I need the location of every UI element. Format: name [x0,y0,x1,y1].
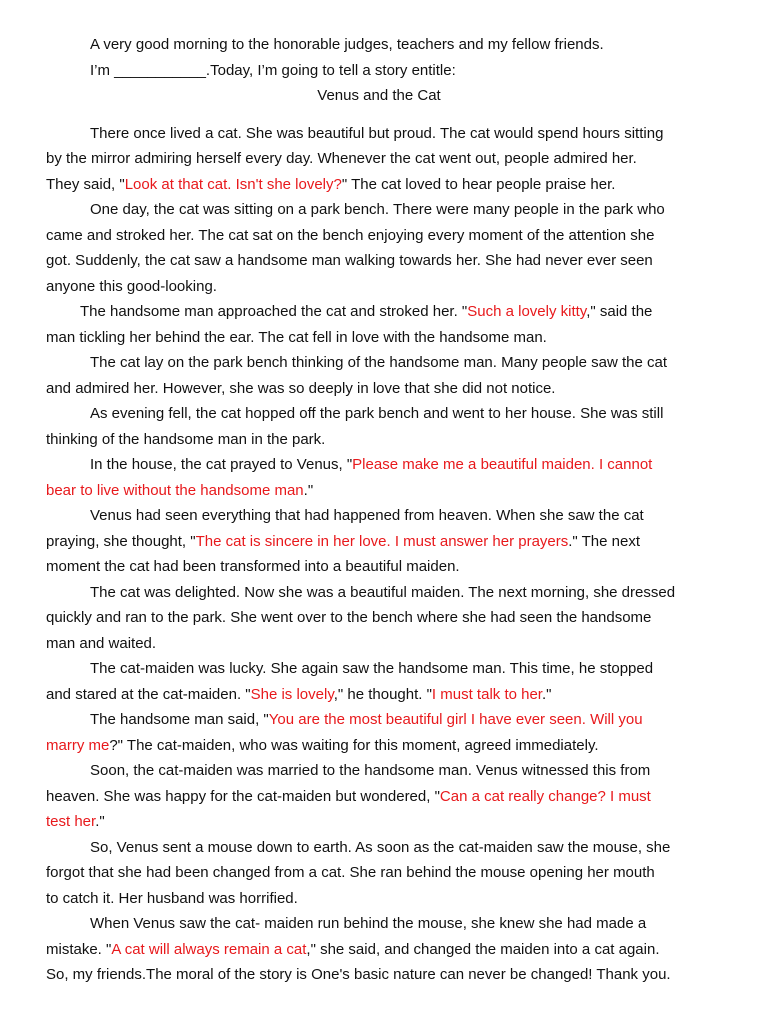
quoted-speech: A cat will always remain a cat [111,940,307,958]
narration-text: The handsome man said, " [90,711,269,728]
narration-text: So, Venus sent a mouse down to earth. As soon as the cat-maiden saw the mouse, she [90,838,671,856]
narration-text: ?" The cat-maiden, who was waiting for this moment, agreed immediately. [109,736,599,754]
narration-text: to catch it. Her husband was horrified. [46,889,298,907]
story-line [46,376,722,402]
story-body [46,121,722,988]
story-line [46,605,722,631]
quoted-speech: Please make me a beautiful maiden. I cannot [352,456,653,473]
greeting-line: A very good morning to the honorable judges, teachers and my fellow friends. [90,36,604,53]
story-line [46,274,722,300]
story-line [46,886,722,912]
story-line [46,146,722,172]
story-line [46,223,722,249]
story-line [46,707,722,733]
story-line [46,784,722,810]
story-line [46,299,722,325]
story-line [46,529,722,555]
story-line [46,478,722,504]
story-line [46,248,722,274]
quoted-speech: marry me [46,736,110,754]
story-line [46,682,722,708]
narration-text: When Venus saw the cat- maiden run behind the mouse, she knew she had made a [90,915,647,932]
narration-text: came and stroked her. The cat sat on the bench enjoying every moment of the attention she [46,226,655,244]
narration-text: moment the cat had been transformed into a beautiful maiden. [46,558,460,575]
story-line [46,350,722,376]
story-line [46,860,722,886]
story-line [46,580,722,606]
narration-text: Venus had seen everything that had happened from heaven. When she saw the cat [90,507,644,524]
story-line [46,937,722,963]
story-line [46,809,722,835]
narration-text: " The cat loved to hear people praise her. [341,175,616,193]
intro-line: I’m ___________.Today, I’m going to tell a story entitle: [90,61,456,79]
narration-text: forgot that she had been changed from a cat. She ran behind the mouse opening her mouth [46,864,655,881]
narration-text: ." [541,685,552,703]
story-line [46,503,722,529]
narration-text: There once lived a cat. She was beautiful but proud. The cat would spend hours sitting [90,124,664,142]
narration-text: ." [303,481,314,499]
narration-text: ," he thought. " [333,685,432,703]
story-line [46,325,722,351]
narration-text: heaven. She was happy for the cat-maiden but wondered, " [46,787,440,805]
story-line [46,452,722,478]
narration-text: The handsome man approached the cat and stroked her. " [80,303,468,320]
narration-text: quickly and ran to the park. She went over to the bench where she had seen the handsome [46,609,652,626]
quoted-speech: test her [46,813,96,830]
story-line [46,631,722,657]
story-line [46,197,722,223]
title-spacing [46,109,722,121]
narration-text: Soon, the cat-maiden was married to the handsome man. Venus witnessed this from [90,762,651,779]
story-line [46,401,722,427]
narration-text: ." [95,813,105,830]
story-line [46,911,722,937]
narration-text: anyone this good-looking. [46,277,217,295]
narration-text: In the house, the cat prayed to Venus, " [90,456,353,473]
story-line [46,758,722,784]
narration-text: The cat was delighted. Now she was a beautiful maiden. The next morning, she dressed [90,583,676,601]
narration-text: As evening fell, the cat hopped off the park bench and went to her house. She was still [90,405,664,422]
story-line [46,427,722,453]
narration-text: So, my friends.The moral of the story is One's basic nature can never be changed! Thank you. [46,966,671,983]
story-line [46,554,722,580]
quoted-speech: bear to live without the handsome man [46,481,304,499]
narration-text: ," said the [586,303,653,320]
narration-text: The cat lay on the park bench thinking of the handsome man. Many people saw the cat [90,354,668,371]
narration-text: and admired her. However, she was so deeply in love that she did not notice. [46,379,556,397]
story-line [46,835,722,861]
narration-text: by the mirror admiring herself every day. Whenever the cat went out, people admired her. [46,150,637,167]
quoted-speech: Such a lovely kitty [467,303,587,320]
narration-text: man and waited. [46,634,157,652]
quoted-speech: Can a cat really change? I must [439,787,651,805]
narration-text: got. Suddenly, the cat saw a handsome man walking towards her. She had never ever seen [46,252,653,269]
narration-text: ." The next [568,532,641,550]
quoted-speech: Look at that cat. Isn't she lovely? [124,175,342,193]
quoted-speech: The cat is sincere in her love. I must answer her prayers [195,532,569,550]
quoted-speech: You are the most beautiful girl I have ever seen. Will you [268,711,643,728]
story-line [46,733,722,759]
narration-text: The cat-maiden was lucky. She again saw the handsome man. This time, he stopped [90,660,654,677]
quoted-speech: I must talk to her [431,685,542,703]
narration-text: and stared at the cat-maiden. " [46,685,251,703]
story-line [46,121,722,147]
story-line [46,962,722,988]
quoted-speech: She is lovely [250,685,334,703]
narration-text: praying, she thought, " [46,532,196,550]
story-title: Venus and the Cat [317,87,441,104]
narration-text: thinking of the handsome man in the park. [46,430,326,448]
story-line [46,656,722,682]
narration-text: mistake. " [46,940,112,958]
narration-text: ," she said, and changed the maiden into a cat again. [306,940,660,958]
narration-text: man tickling her behind the ear. The cat fell in love with the handsome man. [46,328,547,346]
narration-text: One day, the cat was sitting on a park bench. There were many people in the park who [90,201,665,218]
narration-text: They said, " [46,175,125,193]
story-line [46,172,722,198]
